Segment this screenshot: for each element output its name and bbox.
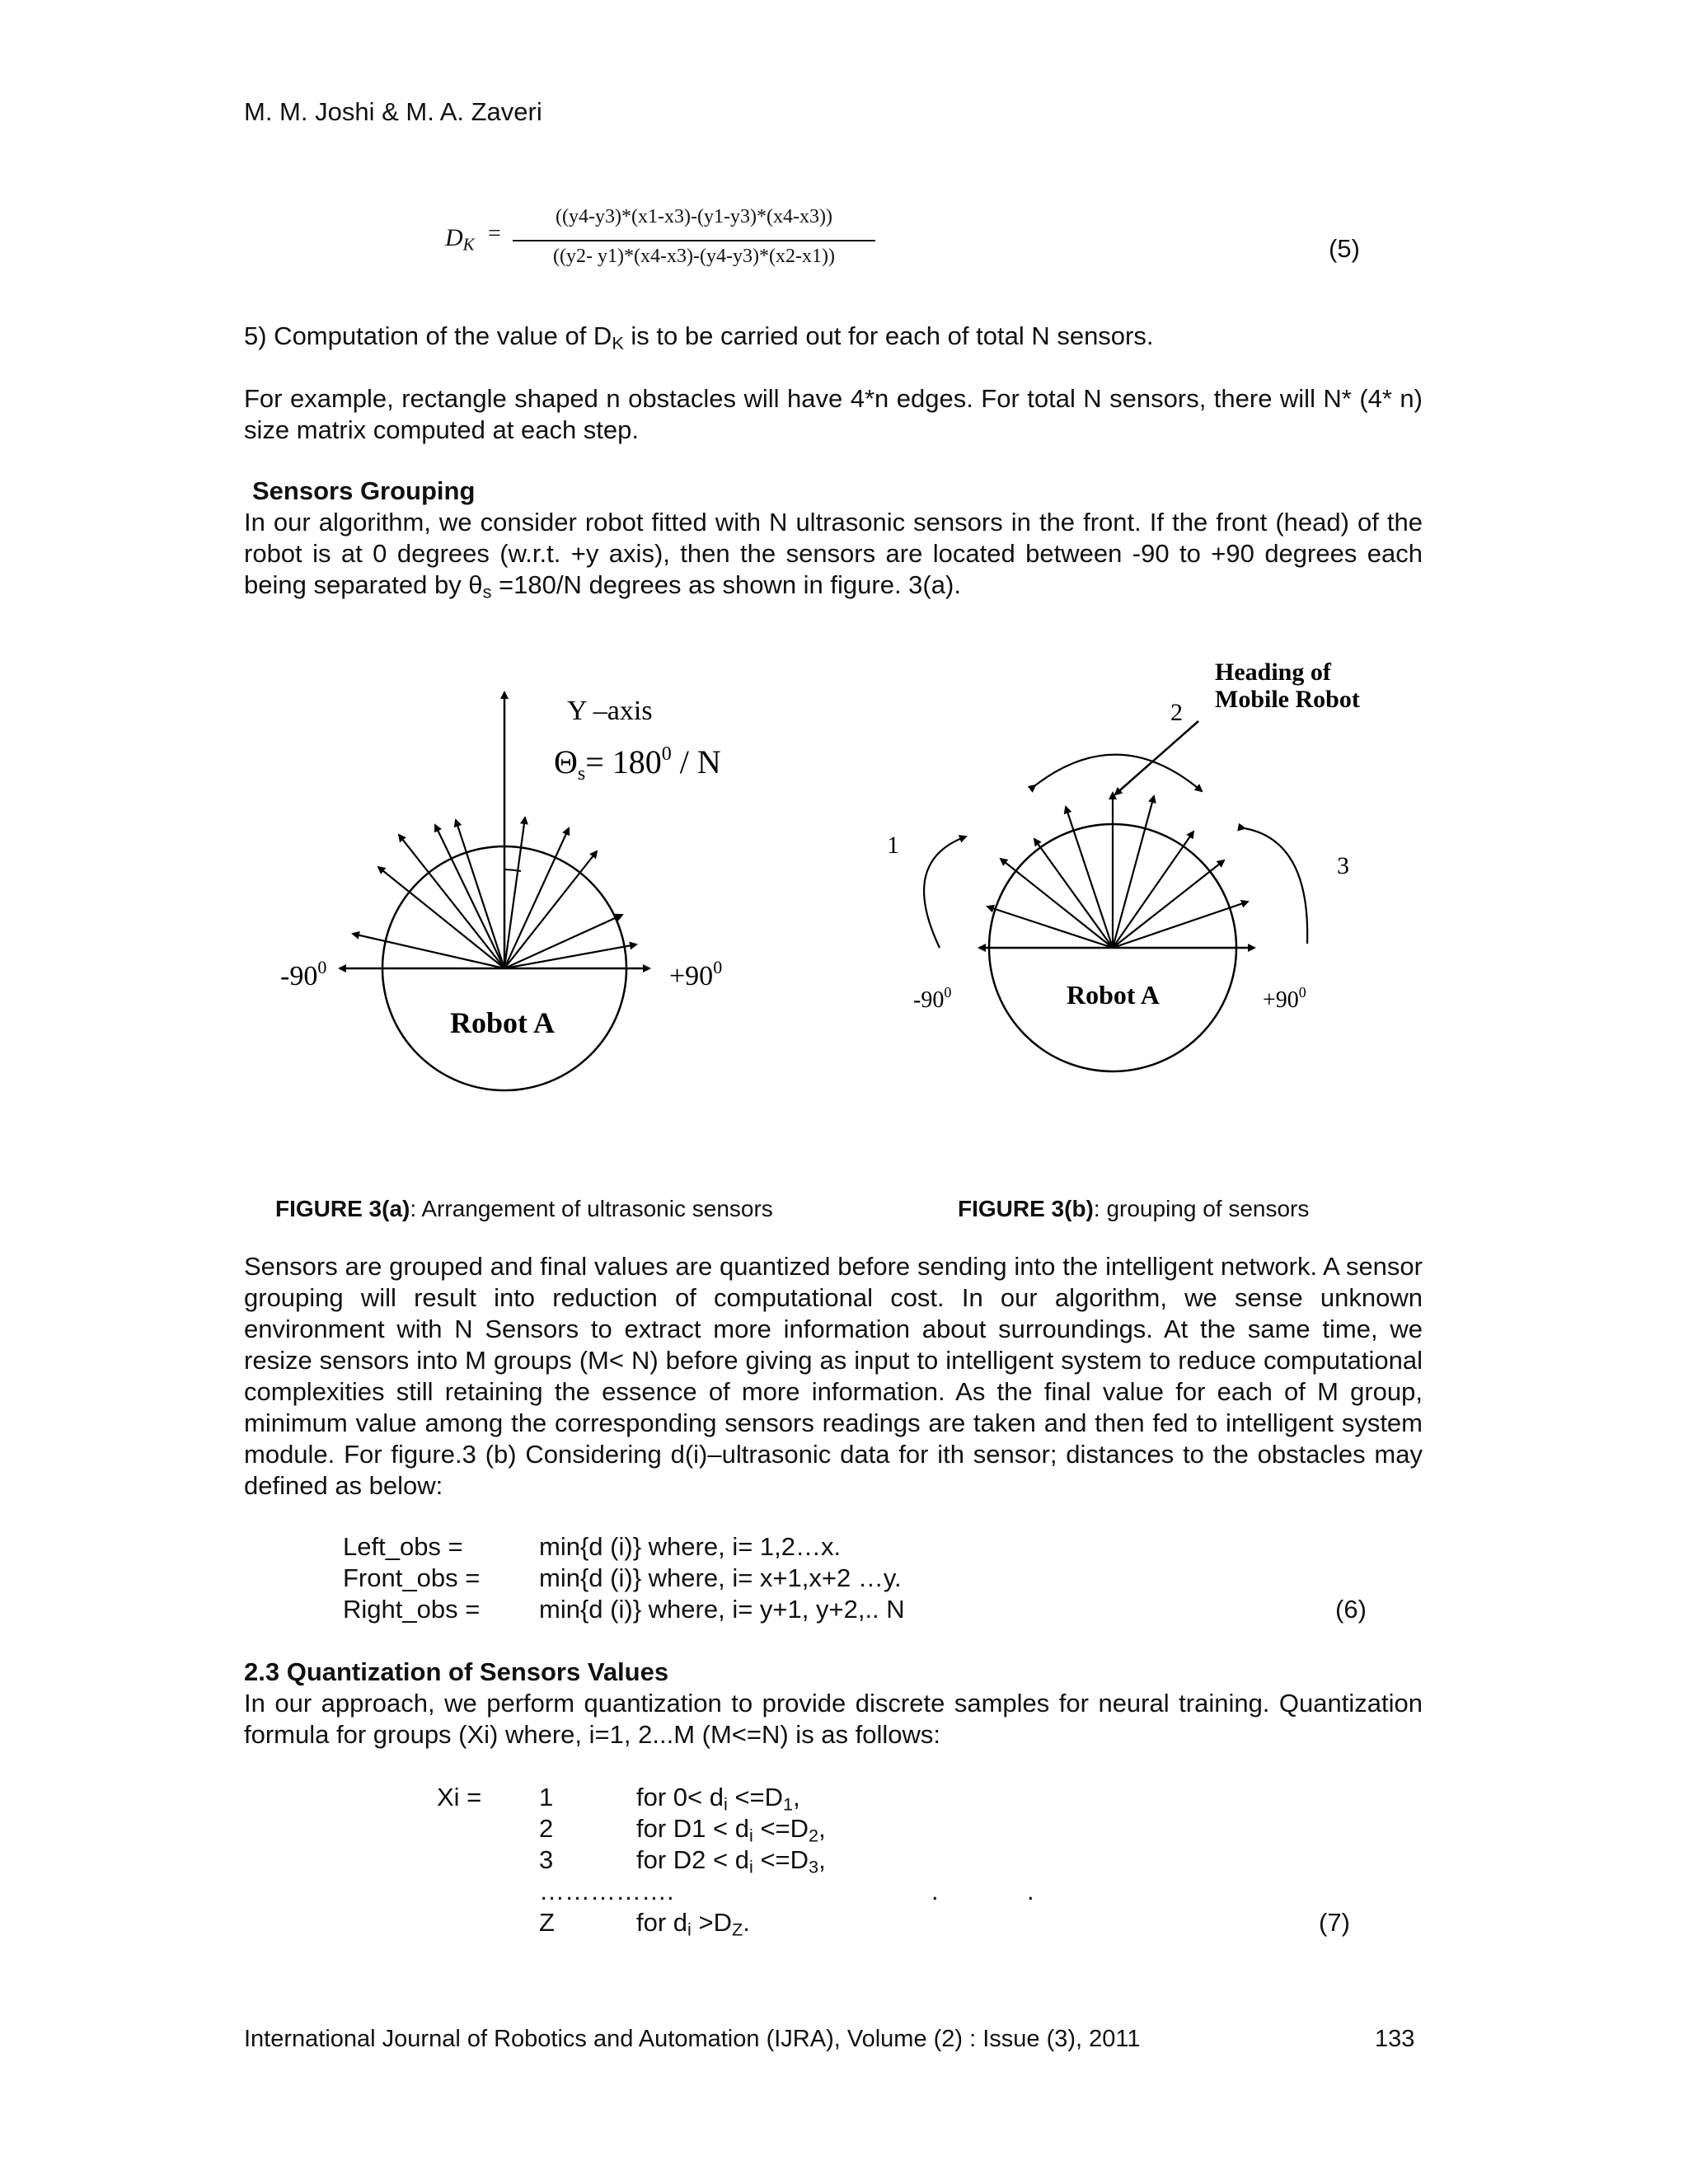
section-heading-quantization: 2.3 Quantization of Sensors Values: [244, 1657, 669, 1686]
equation-7-dot-b: .: [1027, 1877, 1034, 1905]
robot-label: Robot A: [450, 1006, 556, 1039]
left-angle-label: $-90^0$: [280, 957, 327, 991]
robot-label: Robot A: [1067, 980, 1160, 1010]
equation-7-value-z: Z: [539, 1908, 555, 1937]
equation-7-condition-3: for $D2 < d_i <=D_3$,: [636, 1845, 826, 1877]
equation-7-condition-z: for $d_i >D_Z$.: [636, 1908, 750, 1940]
equation-6-expr-left: min{d (i)} where, i= 1,2…x.: [539, 1532, 842, 1561]
equation-7-condition-2: for $D1 < d_i <=D_2$,: [636, 1814, 826, 1846]
heading-pointer-arrow: [1115, 721, 1198, 794]
heading-label-line1: Heading of: [1215, 658, 1331, 686]
equation-7-value-1: 1: [539, 1783, 554, 1811]
group-1-arc: [924, 837, 966, 948]
equation-7-value-2: 2: [539, 1814, 554, 1843]
theta-formula: $\Theta_s= 180^0 / N$: [554, 743, 721, 785]
y-axis-label: Y –axis: [567, 696, 653, 726]
equation-6-label-right: Right_obs =: [343, 1595, 481, 1624]
running-header: M. M. Joshi & M. A. Zaveri: [244, 97, 542, 126]
example-paragraph: For example, rectangle shaped n obstacles will have 4*n edges. For total N sensors, there will N* (4* n) size matrix computed at each step.: [244, 384, 1423, 444]
equation-5-lhs: $D_K$: [445, 224, 475, 255]
group-3-arc: [1245, 828, 1307, 944]
footer-journal: International Journal of Robotics and Automation (IJRA), Volume (2) : Issue (3), 2011: [244, 2026, 1141, 2052]
heading-label-line2: Mobile Robot: [1215, 686, 1360, 713]
sensor-rays: [353, 818, 636, 968]
footer-page-number: 133: [1375, 2026, 1415, 2052]
left-angle-label: $-90^0$: [913, 984, 952, 1013]
group-2-arc: [1035, 755, 1202, 791]
figure-3b: [882, 651, 1459, 1080]
equation-5-denominator: ((y2- y1)*(x4-x3)-(y4-y3)*(x2-x1)): [553, 246, 835, 267]
equation-5-numerator: ((y4-y3)*(x1-x3)-(y1-y3)*(x4-x3)): [556, 206, 832, 227]
equation-6-expr-right: min{d (i)} where, i= y+1, y+2,.. N: [539, 1595, 905, 1624]
equation-5-equals: =: [488, 221, 501, 246]
quantization-paragraph: In our approach, we perform quantization to provide discrete samples for neural training. Quantization formula for groups (Xi) where, i=1, 2...M (M<=N) is as follows:: [244, 1689, 1423, 1749]
equation-7-lhs: Xi =: [437, 1783, 482, 1811]
equation-5-number: (5): [1329, 234, 1360, 263]
group-label-2: 2: [1170, 699, 1183, 726]
figure-3a: [247, 668, 824, 1179]
equation-6-expr-front: min{d (i)} where, i= x+1,x+2 …y.: [539, 1563, 902, 1592]
equation-7-dot-a: .: [931, 1877, 939, 1905]
fraction-bar: [513, 240, 875, 241]
right-angle-label: $+90^0$: [669, 957, 723, 991]
equation-7-condition-1: for $0< d_i <=D_1$,: [636, 1783, 800, 1815]
equation-6-label-left: Left_obs =: [343, 1532, 463, 1561]
group-label-3: 3: [1337, 852, 1349, 879]
equation-6-number: (6): [1335, 1595, 1367, 1624]
figure-3b-caption: FIGURE 3(b): grouping of sensors: [958, 1196, 1310, 1221]
equation-7-ellipsis: …………….: [539, 1877, 674, 1905]
equation-7-value-3: 3: [539, 1845, 554, 1874]
figure-3a-caption: FIGURE 3(a): Arrangement of ultrasonic sensors: [275, 1196, 773, 1221]
grouped-paragraph: Sensors are grouped and final values are quantized before sending into the intelligent network. A sensor grouping will result into reduction of computational cost. In our algorithm, we sense unknown environment with N Sensors to extract more information about surroundings. At the same time, we resize sensors into M groups (M< N) before giving as input to intelligent system to reduce computational complexities still retaining the essence of more information. As the final value for each of M group, minimum value among the corresponding sensors readings are taken and then fed to intelligent system module. For figure.3 (b) Considering d(i)–ultrasonic data for ith sensor; distances to the obstacles may defined as below:: [244, 1252, 1423, 1500]
step5-paragraph: 5) Computation of the value of $D_K$ is to be carried out for each of total N sensors.: [244, 321, 1154, 354]
sensors-grouping-paragraph: In our algorithm, we consider robot fitted with N ultrasonic sensors in the front. If the front (head) of the robot is at 0 degrees (w.r.t. +y axis), then the sensors are located between -90 to +90 degrees each being separated by $\theta_s =180/N$ degrees as shown in figure. 3(a).: [244, 508, 1423, 602]
section-heading-sensors-grouping: Sensors Grouping: [252, 476, 476, 505]
equation-6-label-front: Front_obs =: [343, 1563, 481, 1592]
right-angle-label: $+90^0$: [1263, 984, 1306, 1013]
group-label-1: 1: [887, 832, 899, 859]
equation-7-number: (7): [1319, 1908, 1350, 1937]
